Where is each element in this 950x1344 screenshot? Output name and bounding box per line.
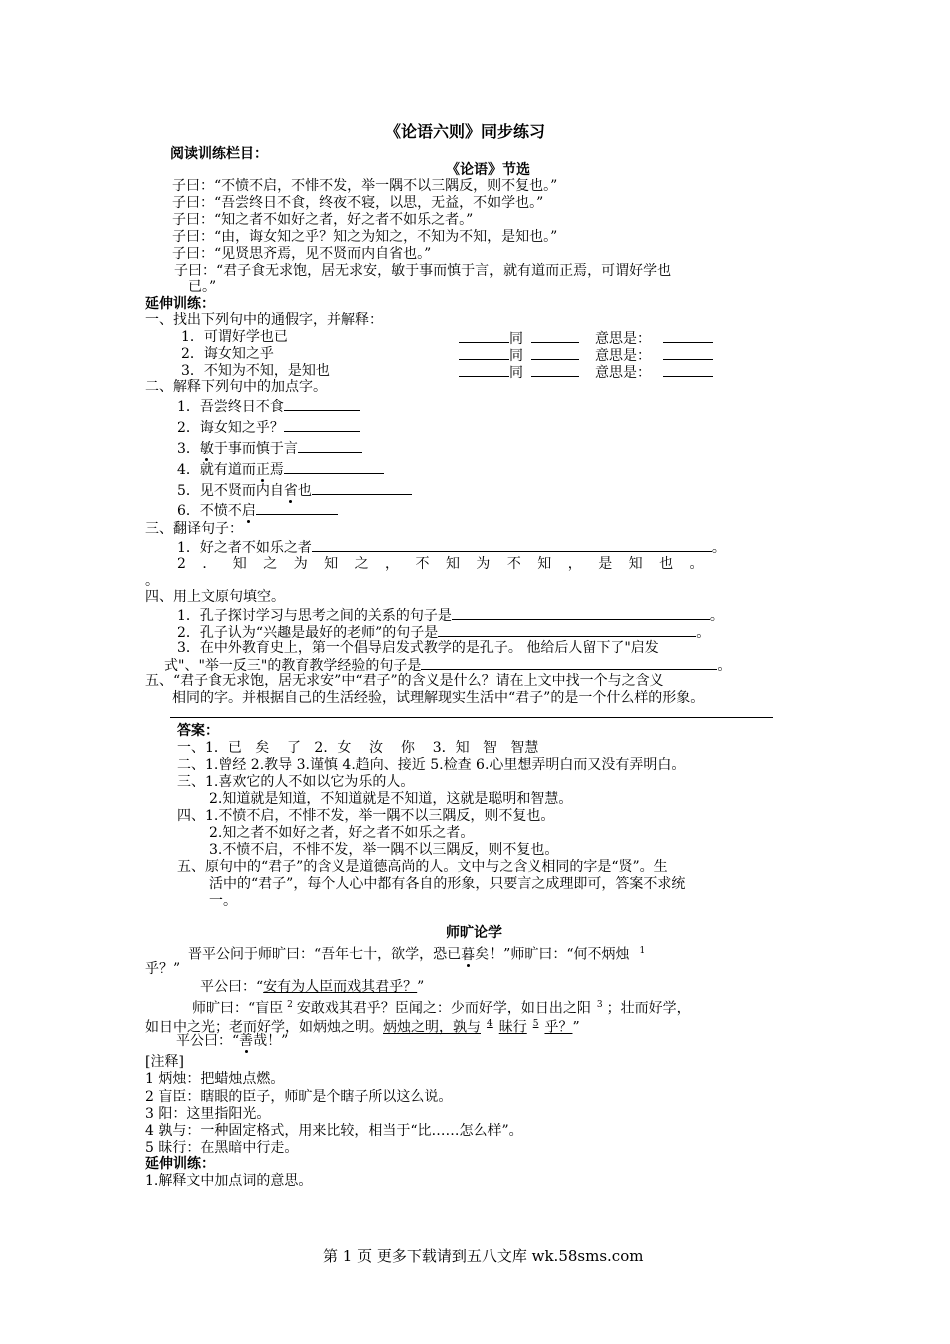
q4-item-2: 2．孔子认为“兴趣是最好的老师”的句子是 。 [177, 625, 711, 641]
note-2: 2 盲臣：瞎眼的臣子，师旷是个瞎子所以这么说。 [145, 1089, 453, 1105]
passage-6: 子曰：“君子食无求饱，居无求安，敏于事而慎于言，就有道而正焉，可谓好学也 [174, 263, 672, 279]
blank-field[interactable] [284, 460, 384, 474]
note-3: 3 阳：这里指阳光。 [145, 1106, 271, 1122]
q1-tong: 同 [509, 365, 523, 381]
q3-item-1: 1．好之者不如乐之者 。 [177, 540, 726, 556]
note-1: 1 炳烛：把蜡烛点燃。 [145, 1071, 285, 1087]
passage-5: 子曰：“见贤思齐焉，见不贤而内自省也。” [172, 246, 432, 262]
dotted-char: 暮 [461, 946, 476, 963]
passage-2: 子曰：“吾尝终日不食，终夜不寝，以思，无益，不如学也。” [172, 195, 544, 211]
sk-para-1: 晋平公问于师旷曰：“吾年七十，欲学，恐已暮矣！”师旷曰：“何不炳烛 $^1$ [188, 946, 646, 963]
answer-line-3: 三、1.喜欢它的人不如以它为乐的人。 [177, 774, 415, 790]
answer-line-6: 2.知之者不如好之者，好之者不如乐之者。 [209, 825, 475, 841]
answer-line-8: 五、原句中的“君子”的含义是道德高尚的人。文中与之含义相同的字是“贤”。生 [177, 859, 668, 875]
blank-field[interactable] [459, 346, 509, 360]
blank-field[interactable] [452, 606, 710, 620]
answer-line[interactable] [170, 717, 773, 718]
answer-line-1: 一、1．已 矣 了 2．女 汝 你 3．知 智 智慧 [177, 740, 539, 756]
q5-line-1: 五、“君子食无求饱，居无求安”中“君子”的含义是什么？请在上文中找一个与之含义 [145, 673, 664, 689]
blank-field[interactable] [284, 397, 360, 411]
blank-field[interactable] [663, 363, 713, 377]
blank-field[interactable] [459, 363, 509, 377]
q1-row-1-fill [459, 329, 713, 347]
dotted-char: 善 [239, 1033, 254, 1049]
page-title: 《论语六则》同步练习 [385, 122, 546, 141]
q1-item-3: 3．不知为不知，是知也 [181, 363, 330, 379]
blank-field[interactable] [663, 329, 713, 343]
answers-label: 答案： [177, 723, 219, 739]
blank-field[interactable] [298, 439, 362, 453]
sk-para-5: 平公曰：“善哉！” [176, 1033, 289, 1049]
q4-item-3a: 3．在中外教育史上，第一个倡导启发式教学的是孔子。 他给后人留下了"启发 [177, 640, 659, 656]
blank-field[interactable] [531, 329, 579, 343]
q1-tong: 同 [509, 348, 523, 364]
q4-title: 四、用上文原句填空。 [145, 589, 285, 605]
blank-field[interactable] [459, 329, 509, 343]
page-footer: 第 1 页 更多下载请到五八文库 wk.58sms.com [323, 1247, 644, 1265]
blank-field[interactable] [284, 418, 360, 432]
q2-item-3: 3．敏于事而慎于言 [177, 439, 362, 457]
blank-field[interactable] [531, 346, 579, 360]
blank-field[interactable] [421, 656, 717, 670]
blank-field[interactable] [312, 538, 712, 552]
q5-line-2: 相同的字。并根据自己的生活经验，试理解现实生活中“君子”的是一个什么样的形象。 [172, 690, 705, 706]
dotted-char: 启 [241, 503, 256, 519]
q1-meaning: 意思是： [595, 348, 651, 364]
q2-item-1: 1．吾尝终日不食 [177, 397, 360, 415]
answer-line-5: 四、1.不愤不启，不悱不发，举一隅不以三隅反，则不复也。 [177, 808, 555, 824]
passage-6-cont: 已。” [188, 279, 217, 295]
answer-line-2: 二、1.曾经 2.教导 3.谨慎 4.趋向、接近 5.检查 6.心里想弄明白而又没有弄明白。 [177, 757, 686, 773]
q2-item-2: 2．诲女知之乎？ [177, 418, 360, 436]
sk-extension-label: 延伸训练： [145, 1156, 215, 1172]
passage-1: 子曰：“不愤不启，不悱不发，举一隅不以三隅反，则不复也。” [172, 178, 558, 194]
q2-item-4: 4．就有道而正焉 [177, 460, 384, 478]
answer-line-9: 活中的“君子”，每个人心中都有各自的形象，只要言之成理即可，答案不求统 [209, 876, 686, 892]
section-title: 师旷论学 [446, 925, 502, 941]
excerpt-title: 《论语》节选 [446, 162, 530, 178]
answer-line-7: 3.不愤不启，不悱不发，举一隅不以三隅反，则不复也。 [209, 842, 559, 858]
blank-field[interactable] [663, 346, 713, 360]
sk-para-4: 如日中之光；老而好学，如炳烛之明。炳烛之明，孰与 $^4$ 昧行 $^5$ 乎？” [145, 1019, 580, 1036]
q1-row-2-fill [459, 346, 713, 364]
q2-item-6: 6．不愤不启 [177, 501, 338, 519]
q1-tong: 同 [509, 331, 523, 347]
q4-item-1: 1．孔子探讨学习与思考之间的关系的句子是 。 [177, 608, 724, 624]
q1-meaning: 意思是： [595, 331, 651, 347]
q1-title: 一、找出下列句中的通假字，并解释： [145, 312, 383, 328]
passage-3: 子曰：“知之者不如好之者，好之者不如乐之者。” [172, 212, 474, 228]
sk-para-2: 平公曰：“安有为人臣而戏其君乎？” [200, 979, 425, 995]
dotted-char: 正 [255, 462, 270, 478]
q3-item-2-cont: 。 [145, 573, 159, 589]
sk-para-3: 师旷曰：“盲臣 $^2$ 安敢戏其君乎？臣闻之：少而好学，如日出之阳 $^3$ ；壮而好学， [192, 1000, 691, 1017]
q1-item-1: 1．可谓好学也已 [181, 329, 288, 345]
extension-label: 延伸训练： [145, 296, 215, 312]
q2-title: 二、解释下列句中的加点字。 [145, 379, 327, 395]
q4-item-3b: 式"、"举一反三"的教育教学经验的句子是 。 [164, 658, 732, 674]
blank-field[interactable] [256, 501, 338, 515]
note-4: 4 孰与：一种固定格式，用来比较，相当于“比……怎么样”。 [145, 1123, 523, 1139]
dotted-char: 敏 [199, 441, 214, 457]
dotted-char: 省 [283, 483, 298, 499]
q1-item-2: 2．诲女知之乎 [181, 346, 274, 362]
q3-title: 三、翻译句子： [145, 521, 243, 537]
q1-row-3-fill [459, 363, 713, 381]
sk-q1: 1.解释文中加点词的意思。 [145, 1173, 313, 1189]
q2-item-5: 5．见不贤而内自省也 [177, 481, 412, 499]
sk-para-1-cont: 乎？” [145, 961, 181, 977]
note-5: 5 昧行：在黑暗中行走。 [145, 1140, 299, 1156]
answer-line-10: 一。 [209, 893, 237, 909]
notes-label: [注释] [145, 1054, 184, 1070]
reading-section-label: 阅读训练栏目： [170, 146, 268, 162]
blank-field[interactable] [438, 623, 696, 637]
blank-field[interactable] [531, 363, 579, 377]
q1-meaning: 意思是： [595, 365, 651, 381]
blank-field[interactable] [312, 481, 412, 495]
passage-4: 子曰：“由，诲女知之乎？知之为知之，不知为不知，是知也。” [172, 229, 558, 245]
answer-line-4: 2.知道就是知道，不知道就是不知道，这就是聪明和智慧。 [209, 791, 573, 807]
q3-item-2: 2 ． 知 之 为 知 之 ， 不 知 为 不 知 ， 是 知 也 。 [177, 556, 708, 572]
